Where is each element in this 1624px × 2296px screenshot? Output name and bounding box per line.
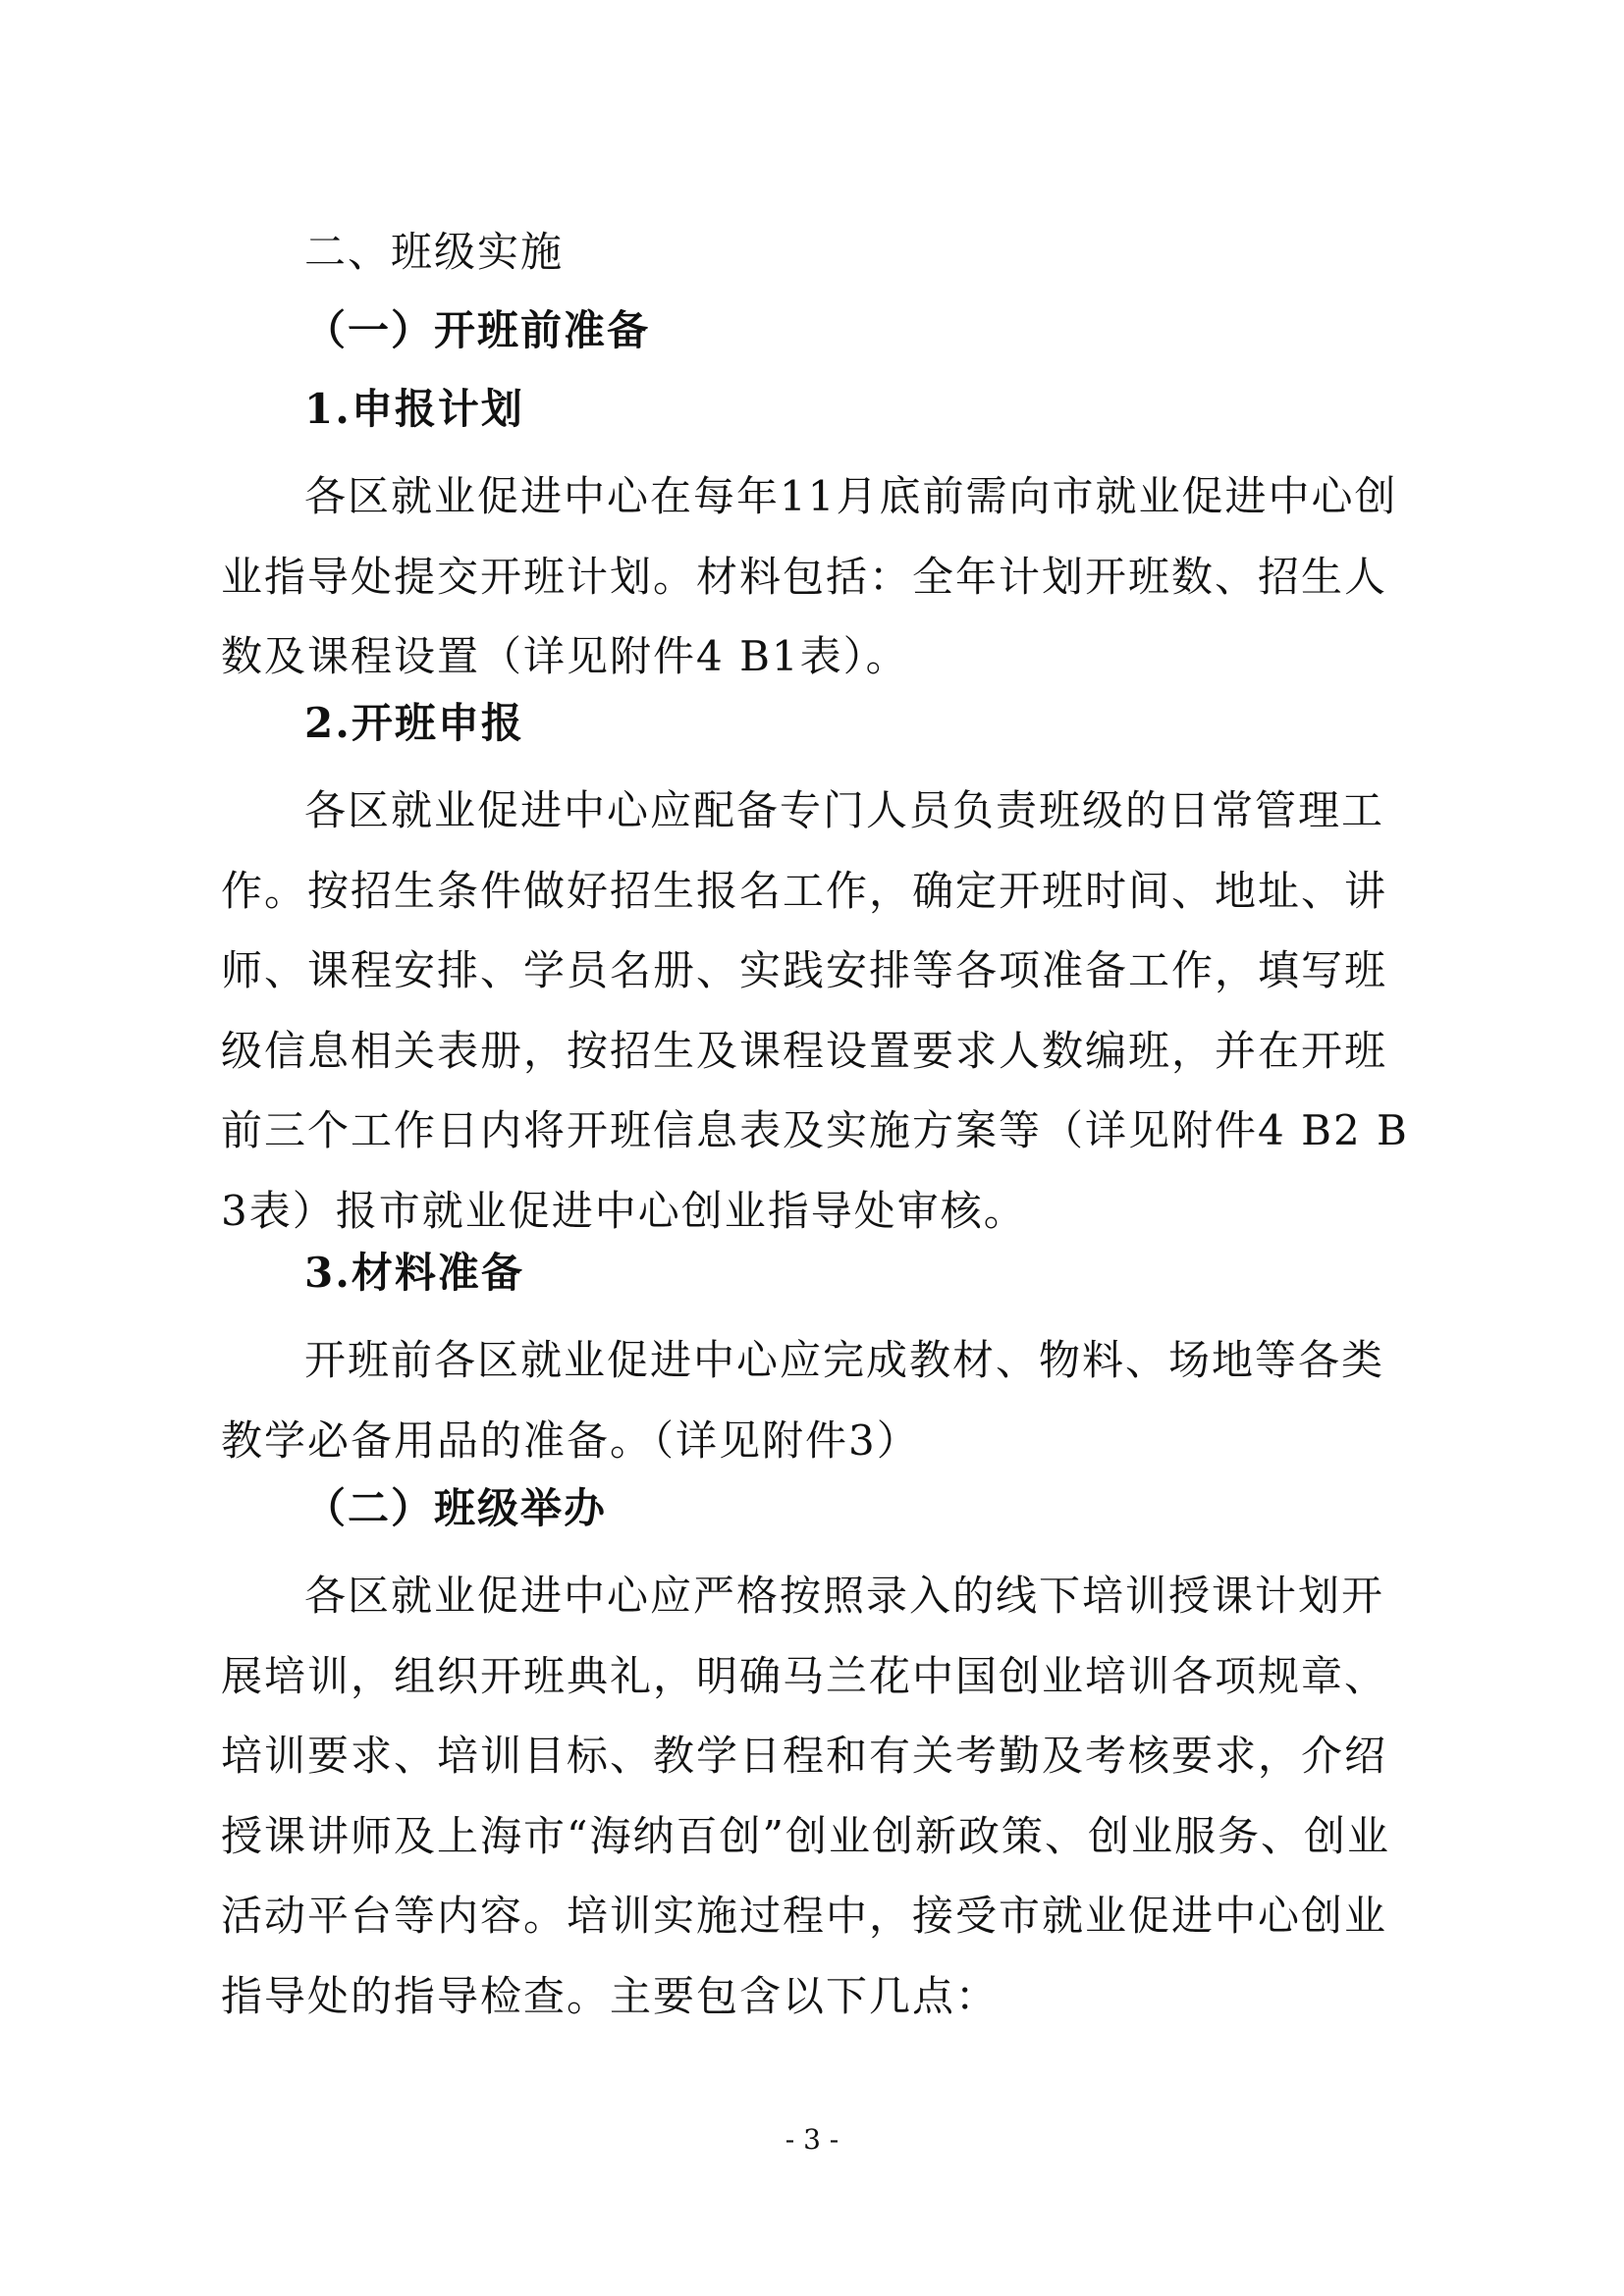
item-heading-1: 1.申报计划 (304, 385, 524, 433)
page-number: - 3 - (785, 2123, 839, 2156)
section-heading: 二、班级实施 (304, 228, 565, 276)
item-heading-2: 2.开班申报 (304, 699, 524, 747)
subsection-heading-1: （一）开班前准备 (304, 306, 651, 354)
paragraph-subsection-2: 各区就业促进中心应严格按照录入的线下培训授课计划开展培训，组织开班典礼，明确马兰花中国创业培训各项规章、培训要求、培训目标、教学日程和有关考勤及考核要求，介绍授课讲师及上海市“海纳百创”创业创新政策、创业服务、创业活动平台等内容。培训实施过程中，接受市就业促进中心创业指导处的指导检查。主要包含以下几点： (221, 1572, 1390, 2020)
paragraph-item-3: 开班前各区就业促进中心应完成教材、物料、场地等各类教学必备用品的准备。（详见附件3） (221, 1336, 1385, 1465)
paragraph-item-2: 各区就业促进中心应配备专门人员负责班级的日常管理工作。按招生条件做好招生报名工作，确定开班时间、地址、讲师、课程安排、学员名册、实践安排等各项准备工作，填写班级信息相关表册，按招生及课程设置要求人数编班，并在开班前三个工作日内将开班信息表及实施方案等（详见附件4 B2 B3表）报市就业促进中心创业指导处审核。 (221, 786, 1409, 1235)
item-heading-3: 3.材料准备 (304, 1249, 524, 1297)
paragraph-item-1: 各区就业促进中心在每年11月底前需向市就业促进中心创业指导处提交开班计划。材料包括：全年计划开班数、招生人数及课程设置（详见附件4 B1表）。 (221, 472, 1398, 680)
subsection-heading-2: （二）班级举办 (304, 1484, 608, 1532)
